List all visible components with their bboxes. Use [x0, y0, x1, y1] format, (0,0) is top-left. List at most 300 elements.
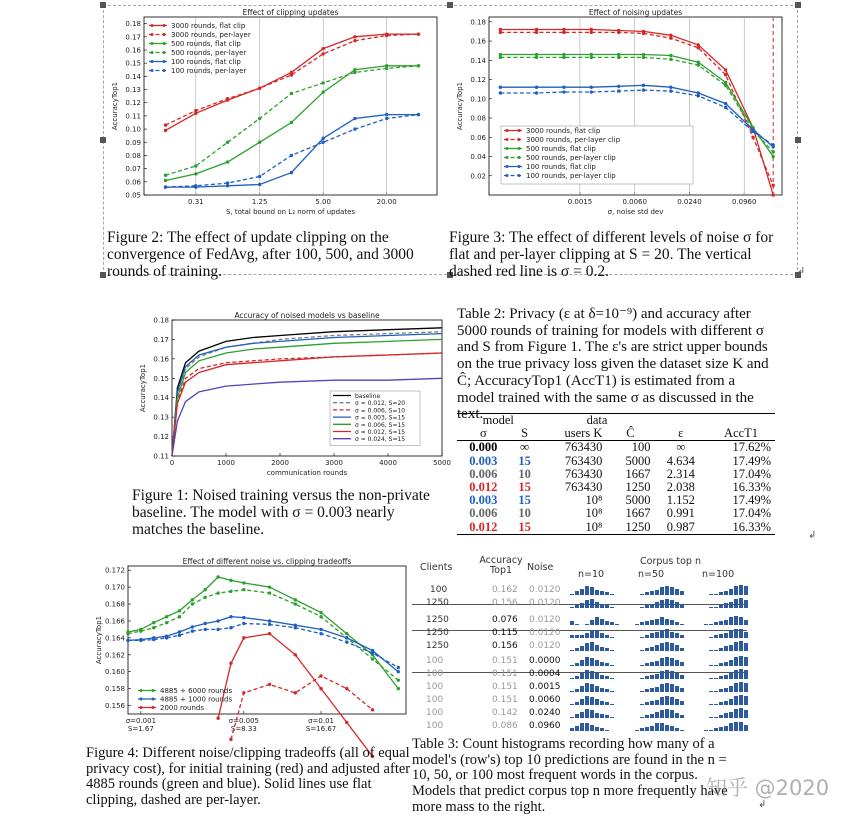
data-point	[562, 86, 565, 89]
histogram-bar	[645, 715, 649, 718]
data-point	[178, 609, 181, 612]
histogram-bar	[714, 728, 718, 731]
table-cell: 763430	[564, 453, 603, 468]
table-3-noise: 0.0015	[529, 682, 561, 692]
histogram-bar	[744, 600, 748, 608]
histogram-bar	[729, 686, 733, 693]
table-cell: 15	[518, 480, 531, 495]
data-point	[204, 596, 207, 599]
histogram-bar	[729, 602, 733, 609]
histogram-bar	[709, 637, 713, 638]
data-point	[242, 622, 245, 625]
histogram-bar	[590, 697, 594, 705]
histogram-bar	[585, 624, 589, 625]
data-point	[642, 88, 645, 91]
histogram-bar	[655, 602, 659, 609]
data-point	[204, 628, 207, 631]
y-tick-label: 0.12	[470, 76, 486, 85]
histogram-bar	[714, 717, 718, 718]
histogram-bar	[600, 688, 604, 692]
table-3-acc: 0.151	[492, 669, 518, 679]
histogram-bar	[739, 656, 743, 666]
histogram-bar	[595, 590, 599, 595]
histogram-bar	[724, 603, 728, 608]
table-3-clients: 100	[426, 669, 444, 679]
histogram-bar	[585, 709, 589, 718]
histogram-bar	[570, 650, 574, 651]
y-tick-label: 0.08	[470, 114, 486, 123]
histogram-bar	[739, 629, 743, 638]
histogram-bar	[670, 632, 674, 639]
histogram-bar	[655, 712, 659, 719]
histogram-bar	[734, 670, 738, 679]
data-point	[697, 63, 700, 66]
table-2-caption: Table 2: Privacy (ε at δ=10⁻⁹) and accuracy after 5000 rounds of training for models with different σ and S from Figure 1. The ε's are strict upper bounds on the true privacy loss given the dataset size K and Ĉ; AccuracyTop1 (AccT1) is estimated from a model trained with the same σ as discussed in the text.	[457, 306, 769, 423]
histogram-bar	[744, 725, 748, 732]
x-tick-label: 5.00	[315, 198, 331, 206]
legend-marker	[151, 69, 154, 72]
histogram-bar	[600, 591, 604, 595]
histogram-bar	[595, 727, 599, 731]
x-tick-label: S=8.33	[230, 725, 257, 733]
data-point	[194, 172, 197, 175]
histogram-bar	[605, 592, 609, 595]
data-point	[229, 626, 232, 629]
legend-marker	[151, 51, 154, 54]
histogram-bar	[670, 658, 674, 666]
data-point	[126, 639, 129, 642]
resize-handle-tr[interactable]	[795, 2, 801, 8]
resize-handle-bl[interactable]	[100, 272, 106, 278]
histogram-bar	[650, 647, 654, 651]
histogram-bar	[610, 678, 614, 679]
histogram-bar	[610, 650, 614, 651]
legend-marker	[140, 698, 143, 701]
data-point	[371, 708, 374, 711]
histogram-bar	[675, 728, 679, 731]
data-point	[417, 113, 420, 116]
histogram-bar	[670, 587, 674, 595]
x-tick-label: S=1.67	[127, 725, 154, 733]
x-tick-label: 4000	[379, 459, 397, 467]
x-tick-label: 0.31	[188, 198, 204, 206]
resize-handle-ml[interactable]	[100, 137, 106, 143]
histogram-bar	[580, 589, 584, 596]
y-axis-label: AccuracyTop1	[95, 615, 103, 665]
table-3-noise: 0.0120	[529, 598, 561, 608]
histogram-bar	[640, 665, 644, 666]
histogram-bar	[570, 678, 574, 679]
data-point	[178, 615, 181, 618]
histogram-bar	[605, 648, 609, 651]
histogram-bar	[665, 657, 669, 666]
table-cell: 10	[518, 466, 531, 481]
legend-label: σ = 0.024, S=15	[355, 436, 406, 444]
y-tick-label: 0.05	[125, 191, 141, 200]
data-point	[771, 155, 774, 158]
data-point	[397, 687, 400, 690]
y-tick-label: 0.18	[153, 316, 169, 325]
histogram-bar	[680, 648, 684, 651]
data-point	[724, 68, 727, 71]
y-tick-label: 0.07	[125, 165, 141, 174]
histogram-bar	[714, 635, 718, 638]
histogram-bar	[575, 624, 579, 625]
histogram-bar	[585, 586, 589, 595]
histogram-bar	[590, 620, 594, 625]
histogram-bar	[709, 730, 713, 731]
data-point	[371, 657, 374, 660]
table-cell: 15	[518, 453, 531, 468]
x-tick-label: 0.0960	[731, 198, 757, 206]
x-tick-label: 1.25	[251, 198, 268, 206]
data-point	[294, 653, 297, 656]
histogram-bar	[734, 696, 738, 705]
histogram-bar	[680, 701, 684, 705]
histogram-bar	[650, 662, 654, 666]
histogram-bar	[570, 621, 574, 625]
histogram-bar	[645, 663, 649, 666]
resize-handle-tl[interactable]	[100, 2, 106, 8]
data-point	[319, 611, 322, 614]
y-tick-label: 0.08	[125, 151, 141, 160]
histogram-bar	[704, 624, 708, 625]
histogram-bar	[640, 594, 644, 595]
histogram-bar	[590, 658, 594, 666]
histogram-bar	[645, 635, 649, 638]
data-point	[268, 619, 271, 622]
histogram-bar	[650, 675, 654, 679]
data-point	[204, 622, 207, 625]
histogram-bar	[610, 665, 614, 666]
data-point	[139, 639, 142, 642]
histogram-bar	[665, 629, 669, 638]
data-point	[385, 113, 388, 116]
histogram-bar	[575, 648, 579, 651]
histogram-bar	[645, 592, 649, 595]
data-point	[165, 621, 168, 624]
histogram-bar	[635, 624, 639, 625]
histogram-bar	[714, 691, 718, 692]
histogram-bar	[670, 697, 674, 705]
histogram-bar	[650, 726, 654, 731]
legend-marker	[163, 60, 166, 63]
histogram-bar	[734, 709, 738, 718]
histogram-bar	[580, 673, 584, 680]
data-point	[290, 73, 293, 76]
table-cell: 15	[518, 493, 531, 508]
data-point	[345, 632, 348, 635]
table-cell: 0.012	[469, 480, 498, 495]
data-point	[397, 666, 400, 669]
data-point	[321, 137, 324, 140]
data-point	[229, 579, 232, 582]
table-3-subheader: n=10	[578, 569, 605, 580]
table-cell: 1250	[625, 519, 651, 534]
table-2-header-users: users K	[564, 426, 603, 441]
legend-label: 3000 rounds, flat clip	[171, 22, 246, 30]
legend-label: 500 rounds, per-layer clip	[526, 154, 616, 162]
histogram-bar	[665, 586, 669, 595]
histogram-bar	[670, 600, 674, 608]
y-tick-label: 0.13	[153, 413, 169, 422]
y-axis-label: AccuracyTop1	[456, 81, 464, 131]
histogram-bar	[729, 630, 733, 638]
histogram-bar	[739, 617, 743, 625]
histogram-bar	[660, 697, 664, 705]
table-3-noise: 0.0960	[529, 721, 561, 731]
data-point	[290, 121, 293, 124]
data-point	[617, 56, 620, 59]
data-point	[242, 636, 245, 639]
data-point	[164, 129, 167, 132]
table-cell: ∞	[520, 440, 530, 455]
data-point	[268, 623, 271, 626]
table-cell: 2.314	[666, 466, 695, 481]
histogram-bar	[709, 678, 713, 679]
histogram-bar	[670, 671, 674, 679]
table-3-noise: 0.0004	[529, 669, 561, 679]
table-cell: ∞	[676, 440, 686, 455]
y-tick-label: 0.11	[153, 452, 169, 461]
histogram-bar	[680, 605, 684, 608]
legend-marker	[163, 24, 166, 27]
table-cell: 1667	[625, 506, 651, 521]
table-3-clients: 100	[426, 682, 444, 692]
histogram-bar	[729, 617, 733, 625]
histogram-bar	[575, 663, 579, 666]
histogram-bar	[665, 725, 669, 732]
figure-3-chart	[452, 6, 787, 214]
histogram-bar	[719, 727, 723, 731]
legend-label: σ = 0.006, S=15	[355, 421, 406, 429]
histogram-bar	[739, 682, 743, 692]
data-point	[226, 160, 229, 163]
legend-label: 100 rounds, flat clip	[171, 58, 241, 66]
histogram-bar	[580, 712, 584, 719]
table-cell: 10⁸	[585, 506, 603, 521]
y-tick-label: 0.04	[470, 153, 486, 162]
histogram-bar	[640, 650, 644, 651]
table-cell: 10	[518, 506, 531, 521]
x-tick-label: 0.0060	[622, 198, 647, 206]
histogram-bar	[665, 670, 669, 679]
y-tick-label: 0.10	[125, 125, 141, 134]
histogram-bar	[724, 688, 728, 692]
figure-2-caption: Figure 2: The effect of update clipping on the convergence of FedAvg, after 100, 500, and 3000 rounds of training.	[107, 229, 414, 280]
histogram-bar	[714, 704, 718, 705]
data-point	[724, 102, 727, 105]
histogram-bar	[585, 683, 589, 692]
legend-label: σ = 0.012, S=15	[355, 429, 406, 436]
histogram-bar	[610, 607, 614, 608]
data-point	[751, 136, 754, 139]
y-tick-label: 0.158	[104, 685, 125, 694]
data-point	[216, 575, 219, 578]
histogram-bar	[724, 591, 728, 595]
histogram-bar	[680, 675, 684, 679]
histogram-bar	[675, 633, 679, 638]
data-point	[499, 86, 502, 89]
table-3-clients: 1250	[426, 641, 449, 651]
y-axis-label: AccuracyTop1	[139, 363, 147, 413]
resize-handle-mr[interactable]	[795, 137, 801, 143]
histogram-bar	[600, 619, 604, 626]
histogram-bar	[645, 727, 649, 731]
data-point	[242, 616, 245, 619]
histogram-bar	[739, 695, 743, 705]
legend-label: σ = 0.012, S=20	[355, 400, 406, 408]
y-tick-label: 0.11	[125, 112, 141, 121]
table-cell: 10⁸	[585, 519, 603, 534]
x-tick-label: σ=0.01	[308, 717, 335, 725]
histogram-bar	[719, 634, 723, 638]
histogram-bar	[739, 708, 743, 718]
data-point	[724, 84, 727, 87]
data-point	[258, 117, 261, 120]
histogram-bar	[600, 728, 604, 731]
x-tick-label: 0.0240	[677, 198, 702, 206]
histogram-bar	[680, 591, 684, 595]
data-point	[294, 598, 297, 601]
y-tick-label: 0.14	[470, 56, 486, 65]
watermark: 知乎 @2020	[706, 776, 830, 800]
histogram-bar	[734, 683, 738, 692]
data-point	[191, 602, 194, 605]
table-row	[457, 507, 775, 520]
y-tick-label: 0.160	[104, 668, 125, 677]
histogram-bar	[665, 696, 669, 705]
legend-marker	[163, 51, 166, 54]
data-point	[321, 141, 324, 144]
histogram-bar	[729, 660, 733, 667]
data-point	[642, 56, 645, 59]
histogram-bar	[595, 645, 599, 652]
data-point	[617, 31, 620, 34]
table-3-caption: Table 3: Count histograms recording how many of a model's (row's) top 10 predictions are found in the n = 10, 50, or 100 most frequent words in the corpus. Models that predict corpus top n more frequently have more mass to the right.	[412, 736, 728, 815]
histogram-bar	[610, 704, 614, 705]
histogram-bar	[655, 723, 659, 731]
y-tick-label: 0.156	[104, 702, 125, 711]
y-tick-label: 0.172	[104, 566, 125, 575]
histogram-bar	[660, 617, 664, 625]
histogram-bar	[680, 715, 684, 718]
data-point	[724, 106, 727, 109]
histogram-bar	[580, 603, 584, 608]
legend-marker	[506, 156, 509, 159]
data-point	[191, 625, 194, 628]
legend-label: 500 rounds, flat clip	[526, 145, 596, 153]
paragraph-mark: ↲	[758, 799, 767, 810]
data-point	[417, 64, 420, 67]
table-cell: 17.04%	[732, 506, 771, 521]
table-row	[457, 521, 775, 534]
data-point	[353, 39, 356, 42]
histogram-bar	[640, 678, 644, 679]
data-point	[562, 56, 565, 59]
data-point	[562, 90, 565, 93]
table-2-header-s: S	[521, 426, 529, 441]
data-point	[229, 738, 232, 741]
histogram-bar	[680, 688, 684, 692]
data-point	[345, 640, 348, 643]
data-point	[499, 91, 502, 94]
histogram-bar	[575, 726, 579, 731]
y-tick-label: 0.14	[153, 394, 169, 403]
data-point	[353, 71, 356, 74]
data-point	[771, 184, 774, 187]
y-tick-label: 0.18	[125, 20, 141, 29]
table-cell: 763430	[564, 440, 603, 455]
data-point	[535, 31, 538, 34]
data-point	[385, 34, 388, 37]
data-point	[226, 141, 229, 144]
x-tick-label: 1000	[217, 459, 235, 467]
table-3-noise: 0.0120	[529, 615, 561, 625]
histogram-bar	[714, 594, 718, 595]
histogram-bar	[724, 646, 728, 651]
histogram-bar	[590, 587, 594, 595]
data-point	[216, 717, 219, 720]
x-tick-label: σ=0.001	[125, 717, 157, 725]
histogram-bar	[580, 686, 584, 693]
legend-label: 3000 rounds, flat clip	[526, 127, 601, 135]
data-point	[642, 32, 645, 35]
data-point	[268, 632, 271, 635]
histogram-bar	[729, 723, 733, 731]
data-point	[268, 683, 271, 686]
data-point	[319, 632, 322, 635]
data-point	[242, 691, 245, 694]
histogram-bar	[645, 605, 649, 608]
histogram-bar	[605, 730, 609, 731]
histogram-bar	[744, 670, 748, 679]
data-point	[617, 89, 620, 92]
histogram-bar	[650, 591, 654, 595]
legend-marker	[518, 174, 521, 177]
data-point	[669, 36, 672, 39]
legend-marker	[163, 42, 166, 45]
histogram-bar	[615, 624, 619, 625]
table-3-acc: 0.115	[492, 628, 518, 638]
histogram-bar	[580, 635, 584, 638]
histogram-bar	[570, 691, 574, 692]
histogram-bar	[724, 701, 728, 705]
histogram-bar	[660, 723, 664, 731]
figure-4-caption: Figure 4: Different noise/clipping tradeoffs (all of equal privacy cost), for initial training (red) and adjusted after 4885 rounds (green and blue). Solid lines use flat clipping, dashed are per-layer.	[86, 745, 411, 809]
data-point	[397, 678, 400, 681]
y-tick-label: 0.16	[153, 355, 169, 364]
histogram-bar	[635, 730, 639, 731]
data-point	[535, 86, 538, 89]
histogram-bar	[719, 663, 723, 666]
histogram-bar	[680, 662, 684, 666]
histogram-bar	[734, 642, 738, 651]
table-3-acc: 0.142	[492, 708, 518, 718]
histogram-bar	[714, 650, 718, 651]
histogram-bar	[570, 704, 574, 705]
histogram-bar	[734, 722, 738, 731]
histogram-bar	[734, 657, 738, 666]
histogram-bar	[640, 717, 644, 718]
legend-label: 500 rounds, flat clip	[171, 40, 241, 48]
table-3-acc: 0.076	[492, 615, 518, 625]
data-point	[321, 47, 324, 50]
histogram-bar	[709, 717, 713, 718]
y-tick-label: 0.06	[470, 133, 486, 142]
y-tick-label: 0.09	[125, 138, 141, 147]
histogram-bar	[709, 650, 713, 651]
